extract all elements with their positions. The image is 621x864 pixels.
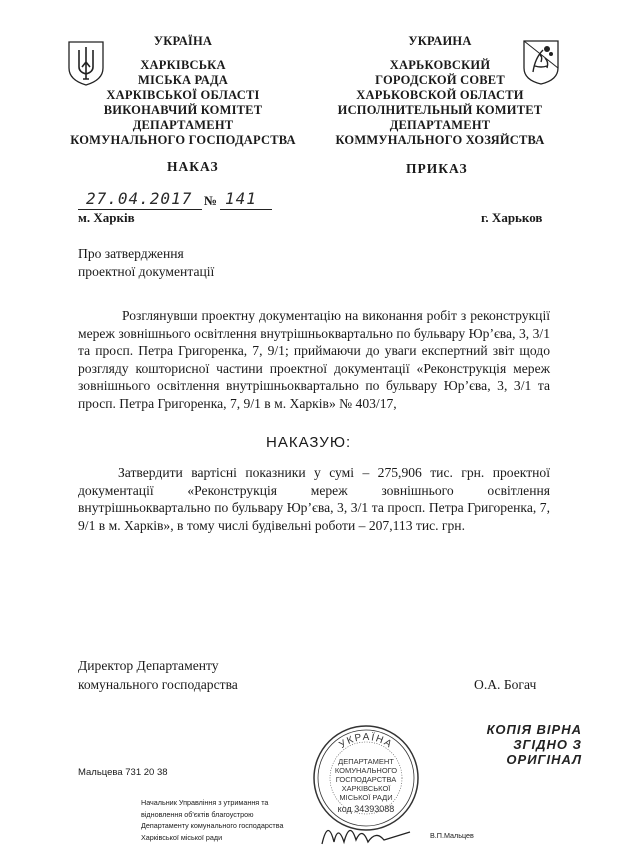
- header-right-line: ГОРОДСКОЙ СОВЕТ: [375, 73, 505, 87]
- number-underline: [220, 209, 272, 210]
- subject-line: проектної документації: [78, 264, 215, 279]
- copy-certified-stamp: [458, 722, 582, 767]
- header-right-line: ДЕПАРТАМЕНТ: [389, 118, 491, 132]
- header-right-line: ХАРЬКОВСКИЙ: [389, 58, 491, 72]
- header-right-line: ИСПОЛНИТЕЛЬНЫЙ КОМИТЕТ: [337, 103, 543, 117]
- header-right-country: УКРАИНА: [408, 34, 472, 48]
- order-date: 27.04.2017: [86, 189, 193, 208]
- certifier-line: Департаменту комунального господарства: [141, 821, 284, 830]
- seal-ring-text: УКРАЇНА: [337, 731, 395, 751]
- signatory-position-line: комунального господарства: [78, 677, 238, 692]
- header-right-line: КОММУНАЛЬНОГО ХОЗЯЙСТВА: [335, 133, 545, 147]
- seal-center-line: МІСЬКОЇ РАДИ: [339, 793, 393, 802]
- copy-stamp-line: КОПІЯ ВІРНА: [486, 722, 582, 737]
- seal-center-line: ДЕПАРТАМЕНТ: [338, 757, 394, 766]
- seal-code: код 34393088: [337, 804, 395, 814]
- signatory-name: О.А. Богач: [474, 677, 537, 692]
- signatory-position-line: Директор Департаменту: [78, 658, 219, 673]
- preamble-paragraph: Розглянувши проектну документацію на виконання робіт з реконструкції мереж зовнішнього освітлення внутрішньоквартально по бульвару Юр’єва, 3, 3/1 та просп. Петра Григоренка, 7, 9/1; приймаючи до уваги експертний звіт щодо розгляду кошторисної частини проектної документації «Реконструкція мереж зовнішнього освітлення внутрішньоквартально по бульвару Юр’єва, 3, 3/1 та просп. Петра Григоренка, 7, 9/1 в м. Харків» № 403/17,: [78, 308, 550, 411]
- header-left-line: ДЕПАРТАМЕНТ: [132, 118, 234, 132]
- header-left-country: УКРАЇНА: [153, 34, 213, 48]
- header-right-line: ХАРЬКОВСКОЙ ОБЛАСТИ: [356, 88, 524, 102]
- certifier-position: [141, 797, 283, 843]
- header-left-line: КОМУНАЛЬНОГО ГОСПОДАРСТВА: [70, 133, 296, 147]
- order-title-ru: ПРИКАЗ: [406, 161, 468, 176]
- header-left-line: МІСЬКА РАДА: [137, 73, 229, 87]
- executor-contact: Мальцева 731 20 38: [78, 767, 168, 778]
- city-ua: м. Харків: [78, 210, 135, 225]
- seal-center-line: ГОСПОДАРСТВА: [335, 775, 397, 784]
- header-left: [52, 34, 314, 148]
- seal-center-line: ХАРКІВСЬКОЇ: [341, 784, 391, 793]
- order-number: 141: [225, 189, 257, 208]
- copy-stamp-line: ОРИГІНАЛ: [506, 752, 582, 767]
- handwritten-signature: [318, 812, 418, 852]
- header-left-line: ВИКОНАВЧИЙ КОМІТЕТ: [103, 103, 263, 117]
- seal-center-line: КОМУНАЛЬНОГО: [334, 766, 398, 775]
- order-title-ua: НАКАЗ: [167, 159, 219, 174]
- copy-stamp-line: ЗГІДНО З: [513, 737, 582, 752]
- header-left-line: ХАРКІВСЬКА: [140, 58, 226, 72]
- header-right: [327, 34, 553, 148]
- certifier-name: В.П.Мальцев: [430, 831, 474, 840]
- certifier-line: Начальник Управління з утримання та: [141, 798, 269, 807]
- subject-line: Про затвердження: [78, 246, 184, 261]
- certifier-line: відновлення об'єктів благоустрою: [141, 809, 254, 819]
- certifier-line: Харківської міської ради: [141, 832, 223, 842]
- order-paragraph: Затвердити вартісні показники у сумі – 275,906 тис. грн. проектної документації «Реконструкція мереж зовнішнього освітлення внутрішньоквартально по бульвару Юр’єва, 3, 3/1 та просп. Петра Григоренка, 7, 9/1 в м. Харків», в тому числі будівельні роботи – 207,113 тис. грн.: [78, 465, 550, 533]
- order-number-sign: №: [204, 193, 218, 208]
- order-subject: [78, 245, 214, 281]
- signatory-position: [78, 656, 238, 694]
- header-left-line: ХАРКІВСЬКОЇ ОБЛАСТІ: [106, 88, 260, 102]
- city-ru: г. Харьков: [481, 210, 543, 225]
- order-directive-heading: НАКАЗУЮ:: [266, 434, 352, 451]
